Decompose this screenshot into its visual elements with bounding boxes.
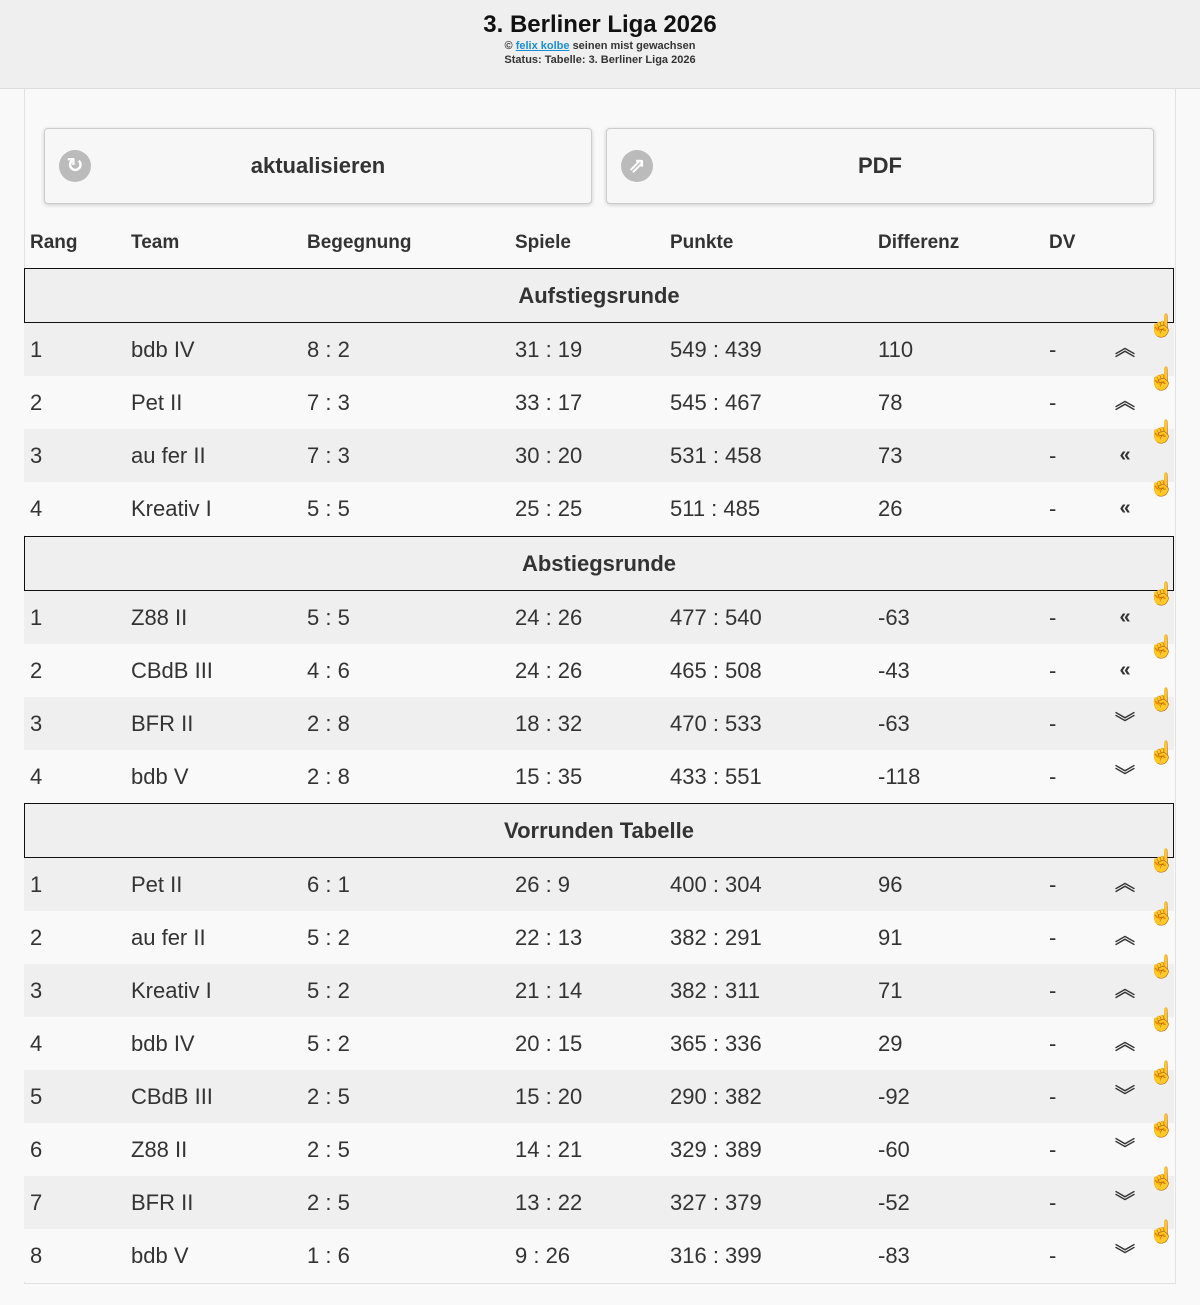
- team-cell: Z88 II: [131, 1137, 188, 1162]
- table-row: [24, 634, 1176, 697]
- punkte-cell: 382 : 311: [670, 978, 761, 1003]
- hand-pointer-icon[interactable]: ☝: [1148, 1007, 1176, 1032]
- hand-pointer-icon[interactable]: ☝: [1148, 740, 1176, 765]
- punkte-cell: 382 : 291: [670, 925, 762, 950]
- team-cell: Kreativ I: [131, 978, 212, 1003]
- trend-left-icon: «: [1119, 659, 1131, 681]
- dv-cell: -: [1049, 390, 1057, 415]
- hand-pointer-icon[interactable]: ☝: [1148, 954, 1176, 979]
- table-row: [24, 740, 1176, 803]
- table-row: [24, 848, 1176, 911]
- differenz-cell: 110: [878, 337, 914, 362]
- hand-pointer-icon[interactable]: ☝: [1148, 1166, 1176, 1191]
- begegnung-cell: 2 : 5: [307, 1084, 350, 1109]
- trend-down-icon: ︾: [1115, 1085, 1135, 1107]
- punkte-cell: 511 : 485: [670, 496, 761, 521]
- team-cell: Z88 II: [131, 605, 188, 630]
- table-header: [24, 232, 1174, 268]
- team-cell: bdb V: [131, 1243, 189, 1268]
- begegnung-cell: 5 : 2: [307, 1031, 350, 1056]
- hand-pointer-icon[interactable]: ☝: [1148, 1113, 1176, 1138]
- copyright-symbol: ©: [504, 40, 513, 52]
- team-cell: bdb IV: [131, 1031, 195, 1056]
- rang-cell: 2: [30, 390, 43, 415]
- dv-cell: -: [1049, 605, 1057, 630]
- punkte-cell: 545 : 467: [670, 390, 762, 415]
- rang-cell: 2: [30, 658, 43, 683]
- dv-cell: -: [1049, 496, 1057, 521]
- punkte-cell: 549 : 439: [670, 337, 762, 362]
- team-cell: CBdB III: [131, 658, 213, 683]
- punkte-cell: 531 : 458: [670, 443, 762, 468]
- trend-up-icon: ︽: [1115, 979, 1135, 1001]
- spiele-cell: 24 : 26: [515, 658, 583, 683]
- dv-cell: -: [1049, 872, 1057, 897]
- spiele-cell: 21 : 14: [515, 978, 583, 1003]
- team-cell: bdb IV: [131, 337, 195, 362]
- author-link[interactable]: felix kolbe: [515, 40, 570, 52]
- credit-line: [0, 39, 1200, 53]
- begegnung-cell: 6 : 1: [307, 872, 350, 897]
- differenz-cell: -83: [878, 1243, 910, 1268]
- hand-pointer-icon[interactable]: ☝: [1148, 634, 1176, 659]
- dv-cell: -: [1049, 1190, 1057, 1215]
- differenz-cell: -63: [878, 605, 910, 630]
- table-row: [24, 419, 1176, 482]
- dv-cell: -: [1049, 1243, 1057, 1268]
- team-cell: Pet II: [131, 390, 183, 415]
- rang-cell: 3: [30, 443, 43, 468]
- trend-left-icon: «: [1119, 444, 1131, 466]
- rang-cell: 6: [30, 1137, 43, 1162]
- spiele-cell: 20 : 15: [515, 1031, 583, 1056]
- trend-left-icon: «: [1119, 497, 1131, 519]
- dv-cell: -: [1049, 337, 1057, 362]
- differenz-cell: -60: [878, 1137, 910, 1162]
- pdf-button[interactable]: [606, 128, 1154, 204]
- team-cell: au fer II: [131, 443, 206, 468]
- trend-up-icon: ︽: [1115, 926, 1135, 948]
- punkte-cell: 465 : 508: [670, 658, 762, 683]
- differenz-cell: 96: [878, 872, 903, 897]
- table-row: [24, 1113, 1176, 1176]
- team-cell: BFR II: [131, 1190, 194, 1215]
- dv-cell: -: [1049, 658, 1057, 683]
- section-header: Abstiegsrunde: [24, 536, 1174, 591]
- punkte-cell: 477 : 540: [670, 605, 762, 630]
- rang-cell: 4: [30, 764, 43, 789]
- trend-up-icon: ︽: [1115, 1032, 1135, 1054]
- spiele-cell: 24 : 26: [515, 605, 583, 630]
- table-row: [24, 1219, 1176, 1282]
- rang-cell: 7: [30, 1190, 43, 1215]
- punkte-cell: 329 : 389: [670, 1137, 762, 1162]
- spiele-cell: 25 : 25: [515, 496, 583, 521]
- rang-cell: 3: [30, 978, 43, 1003]
- table-row: [24, 366, 1176, 429]
- page-header: [0, 0, 1200, 89]
- differenz-cell: 73: [878, 443, 903, 468]
- rang-cell: 1: [30, 872, 43, 897]
- dv-cell: -: [1049, 1137, 1057, 1162]
- section-header: Aufstiegsrunde: [24, 268, 1174, 323]
- begegnung-cell: 5 : 5: [307, 605, 350, 630]
- section-header: Vorrunden Tabelle: [24, 803, 1174, 858]
- begegnung-cell: 7 : 3: [307, 443, 350, 468]
- differenz-cell: -63: [878, 711, 910, 736]
- rang-cell: 5: [30, 1084, 43, 1109]
- begegnung-cell: 5 : 2: [307, 925, 350, 950]
- rang-cell: 8: [30, 1243, 43, 1268]
- punkte-cell: 400 : 304: [670, 872, 762, 897]
- differenz-cell: 78: [878, 390, 903, 415]
- rang-cell: 2: [30, 925, 43, 950]
- begegnung-cell: 1 : 6: [307, 1243, 350, 1268]
- hand-pointer-icon[interactable]: ☝: [1148, 366, 1176, 391]
- rang-cell: 3: [30, 711, 43, 736]
- header-team: Team: [131, 232, 180, 253]
- begegnung-cell: 5 : 5: [307, 496, 350, 521]
- table-row: [24, 1166, 1176, 1229]
- spiele-cell: 14 : 21: [515, 1137, 583, 1162]
- differenz-cell: 26: [878, 496, 903, 521]
- hand-pointer-icon[interactable]: ☝: [1148, 848, 1176, 873]
- trend-left-icon: «: [1119, 606, 1131, 628]
- dv-cell: -: [1049, 443, 1057, 468]
- header-spiele: Spiele: [515, 232, 571, 253]
- status-text: Status: Tabelle: 3. Berliner Liga 2026: [504, 54, 696, 66]
- rang-cell: 1: [30, 605, 43, 630]
- differenz-cell: 91: [878, 925, 903, 950]
- begegnung-cell: 7 : 3: [307, 390, 350, 415]
- trend-up-icon: ︽: [1115, 391, 1135, 413]
- table-row: [24, 581, 1176, 644]
- refresh-icon: ↻: [59, 150, 91, 182]
- spiele-cell: 31 : 19: [515, 337, 583, 362]
- trend-down-icon: ︾: [1115, 1244, 1135, 1266]
- rang-cell: 1: [30, 337, 43, 362]
- refresh-button-label: aktualisieren: [250, 153, 386, 178]
- differenz-cell: -43: [878, 658, 910, 683]
- hand-pointer-icon[interactable]: ☝: [1148, 901, 1176, 926]
- table-row: [24, 1060, 1176, 1123]
- table-row: [24, 472, 1176, 535]
- trend-down-icon: ︾: [1115, 1138, 1135, 1160]
- differenz-cell: 71: [878, 978, 903, 1003]
- team-cell: Kreativ I: [131, 496, 212, 521]
- dv-cell: -: [1049, 711, 1057, 736]
- page-title: 3. Berliner Liga 2026: [483, 11, 717, 38]
- differenz-cell: -52: [878, 1190, 910, 1215]
- table-row: [24, 313, 1176, 376]
- dv-cell: -: [1049, 925, 1057, 950]
- punkte-cell: 470 : 533: [670, 711, 762, 736]
- spiele-cell: 30 : 20: [515, 443, 583, 468]
- spiele-cell: 33 : 17: [515, 390, 583, 415]
- header-rang: Rang: [30, 232, 78, 253]
- team-cell: BFR II: [131, 711, 194, 736]
- begegnung-cell: 5 : 2: [307, 978, 350, 1003]
- table-row: [24, 1007, 1176, 1070]
- differenz-cell: -118: [878, 764, 921, 789]
- trend-up-icon: ︽: [1115, 338, 1135, 360]
- begegnung-cell: 4 : 6: [307, 658, 350, 683]
- spiele-cell: 22 : 13: [515, 925, 583, 950]
- differenz-cell: 29: [878, 1031, 903, 1056]
- spiele-cell: 9 : 26: [515, 1243, 571, 1268]
- punkte-cell: 433 : 551: [670, 764, 762, 789]
- hand-pointer-icon[interactable]: ☝: [1148, 472, 1176, 497]
- credit-suffix: seinen mist gewachsen: [572, 40, 696, 52]
- trend-down-icon: ︾: [1115, 712, 1135, 734]
- dv-cell: -: [1049, 1084, 1057, 1109]
- team-cell: au fer II: [131, 925, 206, 950]
- hand-pointer-icon[interactable]: ☝: [1148, 1219, 1176, 1244]
- punkte-cell: 290 : 382: [670, 1084, 762, 1109]
- hand-pointer-icon[interactable]: ☝: [1148, 419, 1176, 444]
- team-cell: bdb V: [131, 764, 189, 789]
- dv-cell: -: [1049, 764, 1057, 789]
- table-row: [24, 954, 1176, 1017]
- pdf-button-label: PDF: [858, 153, 902, 178]
- punkte-cell: 327 : 379: [670, 1190, 762, 1215]
- begegnung-cell: 2 : 5: [307, 1190, 350, 1215]
- dv-cell: -: [1049, 1031, 1057, 1056]
- table-row: [24, 687, 1176, 750]
- table-row: [24, 901, 1176, 964]
- rang-cell: 4: [30, 496, 43, 521]
- begegnung-cell: 8 : 2: [307, 337, 350, 362]
- spiele-cell: 15 : 35: [515, 764, 583, 789]
- hand-pointer-icon[interactable]: ☝: [1148, 687, 1176, 712]
- hand-pointer-icon[interactable]: ☝: [1148, 1060, 1176, 1085]
- spiele-cell: 13 : 22: [515, 1190, 583, 1215]
- header-dv: DV: [1049, 232, 1076, 253]
- header-differenz: Differenz: [878, 232, 960, 253]
- team-cell: Pet II: [131, 872, 183, 897]
- hand-pointer-icon[interactable]: ☝: [1148, 581, 1176, 606]
- differenz-cell: -92: [878, 1084, 910, 1109]
- team-cell: CBdB III: [131, 1084, 213, 1109]
- hand-pointer-icon[interactable]: ☝: [1148, 313, 1176, 338]
- header-begegnung: Begegnung: [307, 232, 412, 253]
- trend-down-icon: ︾: [1115, 765, 1135, 787]
- rang-cell: 4: [30, 1031, 43, 1056]
- header-punkte: Punkte: [670, 232, 734, 253]
- spiele-cell: 26 : 9: [515, 872, 571, 897]
- dv-cell: -: [1049, 978, 1057, 1003]
- trend-down-icon: ︾: [1115, 1191, 1135, 1213]
- begegnung-cell: 2 : 8: [307, 764, 350, 789]
- begegnung-cell: 2 : 5: [307, 1137, 350, 1162]
- spiele-cell: 18 : 32: [515, 711, 583, 736]
- begegnung-cell: 2 : 8: [307, 711, 350, 736]
- trend-up-icon: ︽: [1115, 873, 1135, 895]
- punkte-cell: 316 : 399: [670, 1243, 762, 1268]
- punkte-cell: 365 : 336: [670, 1031, 762, 1056]
- spiele-cell: 15 : 20: [515, 1084, 583, 1109]
- refresh-button[interactable]: [44, 128, 592, 204]
- share-icon: ⇗: [621, 150, 653, 182]
